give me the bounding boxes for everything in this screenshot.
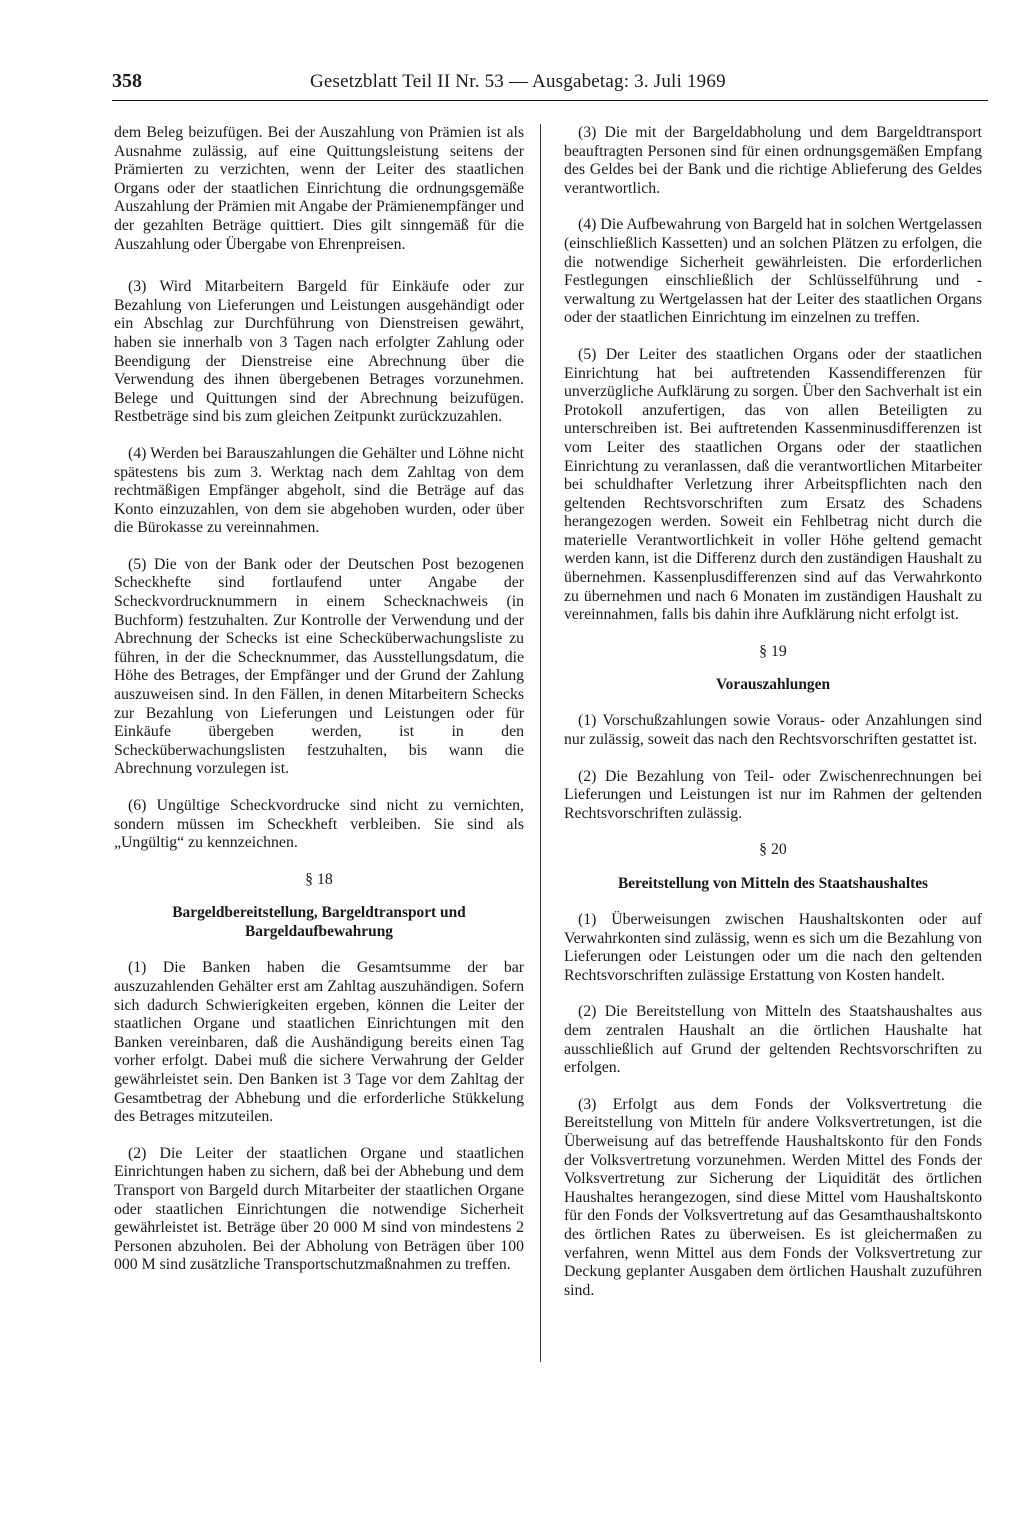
paragraph-18-5: (5) Der Leiter des staatlichen Organs oder der staatlichen Einrichtung hat bei auftretenden Kassendifferenzen für unverzügliche Aufklärung zu sorgen. Über den Sachverhalt ist ein Protokoll anzufertigen, das von allen Beteiligten zu unterschreiben ist. Bei auftretenden Kassenminusdifferenzen ist vom Leiter des staatlichen Organs oder der staatlichen Einrichtung zu veranlassen, daß die verantwortlichen Mitarbeiter bei schuldhafter Verletzung ihrer Arbeitspflichten nach den geltenden Rechtsvorschriften zum Ersatz des Schadens herangezogen werden. Soweit ein Fehlbetrag nicht durch die materielle Verantwortlichkeit in voller Höhe geltend gemacht werden kann, ist die Differenz durch den zuständigen Haushalt zu übernehmen. Kassenplusdifferenzen sind auf das Verwahrkonto zu übernehmen und nach 6 Monaten im zuständigen Haushalt zu vereinnahmen, falls bis dahin ihre Aufklärung nicht erfolgt ist. (564, 345, 982, 624)
paragraph-18-4: (4) Die Aufbewahrung von Bargeld hat in solchen Wertgelassen (einschließlich Kassetten) und an solchen Plätzen zu erfolgen, die die notwendige Sicherheit gewährleisten. Die erforderlichen Festlegungen einschließlich der Schlüsselführung und -verwaltung zu Wertgelassen hat der Leiter des staatlichen Organs oder der staatlichen Einrichtung im einzelnen zu treffen. (564, 216, 982, 327)
running-title: Gesetzblatt Teil II Nr. 53 — Ausgabetag: 3. Juli 1969 (310, 71, 726, 92)
paragraph-20-3: (3) Erfolgt aus dem Fonds der Volksvertretung die Bereitstellung von Mitteln für andere Volksvertretungen, ist die Überweisung auf das betreffende Haushaltskonto für den Fonds der Volksvertretung vorzunehmen. Werden Mittel des Fonds der Volksvertretung zur Sicherung der Liquidität des örtlichen Haushaltes herangezogen, sind diese Mittel vom Haushaltskonto für den Fonds der Volksvertretung auf das Gesamthaushaltskonto des örtlichen Rates zu überweisen. Es ist gleichermaßen zu verfahren, wenn Mittel aus dem Fonds der Volksvertretung zur Deckung geplanter Ausgaben dem örtlichen Haushalt zuzuführen sind. (564, 1095, 982, 1299)
paragraph-17-6: (6) Ungültige Scheckvordrucke sind nicht zu vernichten, sondern müssen im Scheckheft verbleiben. Sie sind als „Ungültig“ zu kennzeichnen. (114, 797, 524, 852)
section-18-number: § 18 (305, 870, 333, 888)
paragraph-18-2: (2) Die Leiter der staatlichen Organe und staatlichen Einrichtungen haben zu sichern, daß bei der Abhebung und dem Transport von Bargeld durch Mitarbeiter der staatlichen Organe oder staatlichen Einrichtungen die notwendige Sicherheit gewährleistet ist. Beträge über 20 000 M sind von mindestens 2 Personen abzuholen. Bei der Abholung von Beträgen über 100 000 M sind zusätzliche Transportschutzmaßnahmen zu treffen. (114, 1144, 524, 1274)
page-number: 358 (112, 70, 142, 92)
section-20-title: Bereitstellung von Mitteln des Staatshaushaltes (617, 875, 929, 892)
paragraph-17-4: (4) Werden bei Barauszahlungen die Gehälter und Löhne nicht spätestens bis zum 3. Werktag nach dem Zahltag von dem rechtmäßigen Empfänger abgeholt, sind die Beträge auf das Konto einzuzahlen, von dem sie abgehoben wurden, oder über die Bürokasse zu vereinnahmen. (114, 444, 524, 537)
paragraph-17-5: (5) Die von der Bank oder der Deutschen Post bezogenen Scheckhefte sind fortlaufend unter Angabe der Scheckvordrucknummern in einem Schecknachweis (in Buchform) festzuhalten. Zur Kontrolle der Verwendung und der Abrechnung der Schecks ist eine Schecküberwachungsliste zu führen, in der die Schecknummer, das Ausstellungsdatum, die Höhe des Betrages, der Empfänger und der Grund der Zahlung auszuweisen sind. In den Fällen, in denen Mitarbeitern Schecks zur Bezahlung von Lieferungen und Leistungen oder für Einkäufe übergeben werden, ist in den Schecküberwachungslisten festzuhalten, bis wann die Abrechnung vorzulegen ist. (114, 555, 524, 778)
left-column (114, 124, 524, 1293)
section-18-title-line-1: Bargeldbereitstellung, Bargeldtransport und (172, 904, 466, 922)
section-18-title-line-2: Bargeldaufbewahrung (245, 923, 393, 941)
paragraph-20-2: (2) Die Bereitstellung von Mitteln des Staatshaushaltes aus dem zentralen Haushalt an die örtlichen Haushalte hat ausschließlich auf Grund der geltenden Rechtsvorschriften zu erfolgen. (564, 1003, 982, 1077)
paragraph-20-1: (1) Überweisungen zwischen Haushaltskonten oder auf Verwahrkonten sind zulässig, wenn es sich um die Bezahlung von Lieferungen oder Leistungen oder um die nach den geltenden Rechtsvorschriften zulässige Erstattung von Kosten handelt. (564, 911, 982, 984)
paragraph-18-3: (3) Die mit der Bargeldabholung und dem Bargeldtransport beauftragten Personen sind für einen ordnungsgemäßen Empfang des Geldes bei der Bank und die richtige Ablieferung des Geldes verantwortlich. (564, 124, 982, 197)
column-divider (540, 124, 541, 1362)
paragraph-18-1: (1) Die Banken haben die Gesamtsumme der bar auszuzahlenden Gehälter erst am Zahltag auszuhändigen. Sofern sich dadurch Schwierigkeiten ergeben, können die Leiter der staatlichen Organe und staatlichen Einrichtungen mit den Banken vereinbaren, daß die Aushändigung bereits einen Tag vorher erfolgt. Dabei muß die sichere Verwahrung der Gelder gewährleistet sein. Den Banken ist 3 Tage vor dem Zahltag der Gesamtbetrag der Abhebung und die erforderliche Stükkelung des Betrages mitzuteilen. (114, 959, 524, 1126)
page-header (112, 70, 988, 101)
paragraph-19-2: (2) Die Bezahlung von Teil- oder Zwischenrechnungen bei Lieferungen und Leistungen ist nur im Rahmen der geltenden Rechtsvorschriften zulässig. (564, 767, 982, 822)
section-20-number: § 20 (759, 841, 787, 859)
section-19-number: § 19 (759, 642, 787, 660)
paragraph-17-3: (3) Wird Mitarbeitern Bargeld für Einkäufe oder zur Bezahlung von Lieferungen und Leistungen ausgehändigt oder ein Abschlag zur Durchführung von Dienstreisen gewährt, haben sie innerhalb von 3 Tagen nach erfolgter Zahlung oder Beendigung der Dienstreise eine Abrechnung über die Verwendung des ihnen übergebenen Betrages vorzunehmen. Belege und Quittungen sind der Abrechnung beizufügen. Restbeträge sind bis zum gleichen Zeitpunkt zurückzuzahlen. (114, 278, 524, 426)
paragraph-continued: dem Beleg beizufügen. Bei der Auszahlung von Prämien ist als Ausnahme zulässig, auf eine Quittungsleistung seitens der Prämierten zu verzichten, wenn der Leiter des staatlichen Organs oder der staatlichen Einrichtung die ordnungsgemäße Auszahlung der Prämien mit Angabe der Prämienempfänger und der gezahlten Beträge quittiert. Dies gilt sinngemäß für die Auszahlung oder Übergabe von Ehrenpreisen. (114, 124, 524, 253)
paragraph-19-1: (1) Vorschußzahlungen sowie Voraus- oder Anzahlungen sind nur zulässig, soweit das nach den Rechtsvorschriften gestattet ist. (564, 712, 982, 749)
right-column (564, 124, 982, 1318)
section-19-title: Vorauszahlungen (715, 676, 831, 694)
section-18-title (114, 903, 524, 941)
